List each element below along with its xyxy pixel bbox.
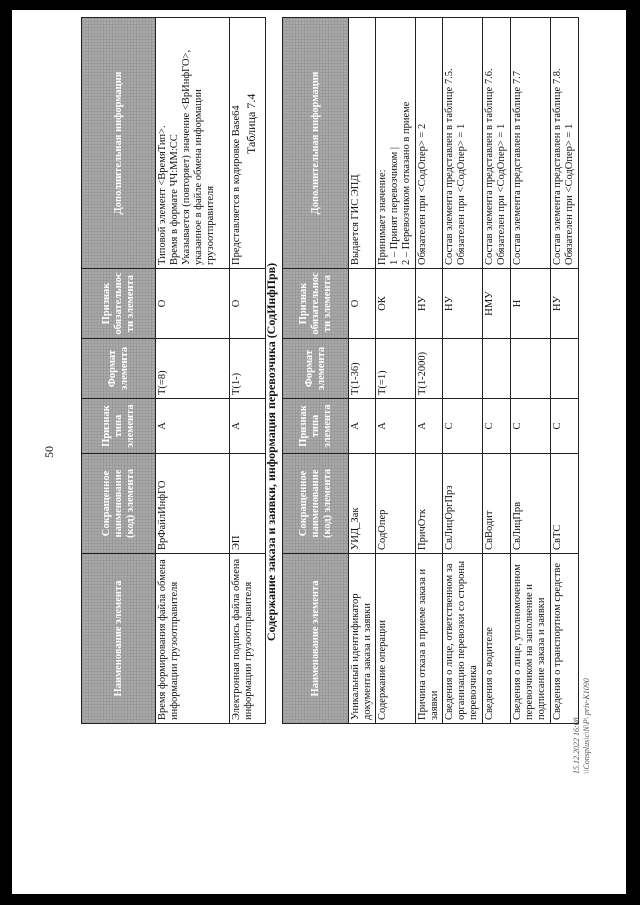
cell-type: С: [443, 399, 483, 454]
cell-code: СвЛицОргПрз: [443, 454, 483, 554]
header-type: Признак типа элемента: [283, 399, 349, 454]
cell-code: СвВодит: [483, 454, 511, 554]
cell-required: О: [349, 269, 376, 339]
extra-line: Обязателен при <СодОпер> = 1: [496, 123, 507, 265]
cell-required: НУ: [551, 269, 579, 339]
header-code: Сокращенное наименование (код) элемента: [283, 454, 349, 554]
cell-name: Сведения о лице, уполномоченном перевозчиком на заполнение и подписание заказа и заявки: [511, 554, 551, 724]
cell-format: T(1-2000): [416, 339, 443, 399]
cell-required: Н: [511, 269, 551, 339]
cell-format: T(=8): [156, 339, 230, 399]
cell-name: Сведения о водителе: [483, 554, 511, 724]
cell-type: А: [349, 399, 376, 454]
header-format: Формат элемента: [82, 339, 156, 399]
table-row: [416, 18, 443, 724]
cell-name: Электронная подпись файла обмена информации грузоотправителя: [230, 554, 266, 724]
cell-name: Содержание операции: [376, 554, 416, 724]
cell-name: Сведения о транспортном средстве: [551, 554, 579, 724]
cell-name: Время формирования файла обмена информации грузоотправителя: [156, 554, 230, 724]
footer-stamp: [572, 678, 592, 774]
extra-line: Состав элемента представлен в таблице 7.6.: [484, 68, 495, 265]
cell-extra: [443, 18, 483, 269]
cell-code: УИД_Зак: [349, 454, 376, 554]
cell-extra: [483, 18, 511, 269]
cell-format: T(=1): [376, 339, 416, 399]
cell-required: НУ: [416, 269, 443, 339]
cell-required: ОК: [376, 269, 416, 339]
cell-code: СвЛицПрв: [511, 454, 551, 554]
extra-line: Указывается (повторяет) значение <ВрИнфГО>, указанное в файле обмена информации грузоотправителя: [181, 49, 216, 265]
header-name: Наименование элемента: [283, 554, 349, 724]
cell-required: НУ: [443, 269, 483, 339]
cell-name: Сведения о лице, ответственном за организацию перевозки со стороны перевозчика: [443, 554, 483, 724]
cell-format: [443, 339, 483, 399]
extra-line: 2 – Перевозчиком отказано в приеме: [401, 101, 412, 265]
rotated-content: [12, 10, 626, 894]
table-row: [156, 18, 230, 724]
document-page: [12, 10, 626, 894]
extra-line: Состав элемента представлен в таблице 7.5.: [444, 68, 455, 265]
header-extra: Дополнительная информация: [82, 18, 156, 269]
header-type: Признак типа элемента: [82, 399, 156, 454]
table-row: [349, 18, 376, 724]
extra-line: Обязателен при <СодОпер> = 1: [456, 123, 467, 265]
header-format: Формат элемента: [283, 339, 349, 399]
header-required: Признак обязательности элемента: [82, 269, 156, 339]
table-7-4: [282, 17, 579, 724]
header-name: Наименование элемента: [82, 554, 156, 724]
cell-code: ВрФайлИнфГО: [156, 454, 230, 554]
table-row: [551, 18, 579, 724]
cell-type: А: [156, 399, 230, 454]
cell-code: ПричОтк: [416, 454, 443, 554]
cell-format: [483, 339, 511, 399]
extra-line: Выдается ГИС ЭПД: [350, 174, 361, 265]
stamp-path: \\Consplus\c\N\Р\ priv-K1090: [582, 678, 591, 774]
cell-code: ЭП: [230, 454, 266, 554]
extra-line: Состав элемента представлен в таблице 7.7: [512, 71, 523, 265]
cell-format: [511, 339, 551, 399]
header-code: Сокращенное наименование (код) элемента: [82, 454, 156, 554]
table-row: [511, 18, 551, 724]
cell-type: А: [376, 399, 416, 454]
table-continued: [81, 17, 266, 724]
cell-name: Уникальный идентификатор документа заказа и заявки: [349, 554, 376, 724]
cell-extra: [511, 18, 551, 269]
table-title: Содержание заказа и заявки, информация перевозчика (СодИнфПрв): [264, 262, 278, 642]
stamp-date: 15.12.2022 16:08: [572, 717, 581, 774]
cell-format: [551, 339, 579, 399]
extra-line: Типовой элемент <ВремяТип>.: [157, 125, 168, 265]
cell-extra: [376, 18, 416, 269]
page-number: 50: [42, 446, 56, 458]
cell-required: О: [156, 269, 230, 339]
cell-extra: [156, 18, 230, 269]
header-extra: Дополнительная информация: [283, 18, 349, 269]
cell-type: А: [230, 399, 266, 454]
cell-type: С: [551, 399, 579, 454]
cell-extra: [349, 18, 376, 269]
cell-name: Причина отказа в приеме заказа и заявки: [416, 554, 443, 724]
cell-required: О: [230, 269, 266, 339]
cell-extra: [416, 18, 443, 269]
cell-format: T(1-): [230, 339, 266, 399]
table-row: [443, 18, 483, 724]
table-row: [376, 18, 416, 724]
cell-type: А: [416, 399, 443, 454]
extra-line: Состав элемента представлен в таблице 7.8.: [552, 68, 563, 265]
cell-type: С: [511, 399, 551, 454]
table-number: Таблица 7.4: [244, 93, 258, 154]
table-row: [483, 18, 511, 724]
extra-line: Обязателен при <СодОпер> = 2: [417, 123, 428, 265]
cell-type: С: [483, 399, 511, 454]
cell-code: СодОпер: [376, 454, 416, 554]
extra-line: Представляется в кодировке Base64: [231, 105, 242, 265]
cell-code: СвТС: [551, 454, 579, 554]
extra-line: Обязателен при <СодОпер> = 1: [564, 123, 575, 265]
extra-line: Принимает значение:: [377, 169, 388, 265]
cell-format: T(1-36): [349, 339, 376, 399]
extra-line: Время в формате ЧЧ:ММ:СС: [169, 134, 180, 265]
cell-extra: [551, 18, 579, 269]
extra-line: 1 – Принят перевозчиком |: [389, 146, 400, 265]
header-required: Признак обязательности элемента: [283, 269, 349, 339]
cell-required: НМУ: [483, 269, 511, 339]
